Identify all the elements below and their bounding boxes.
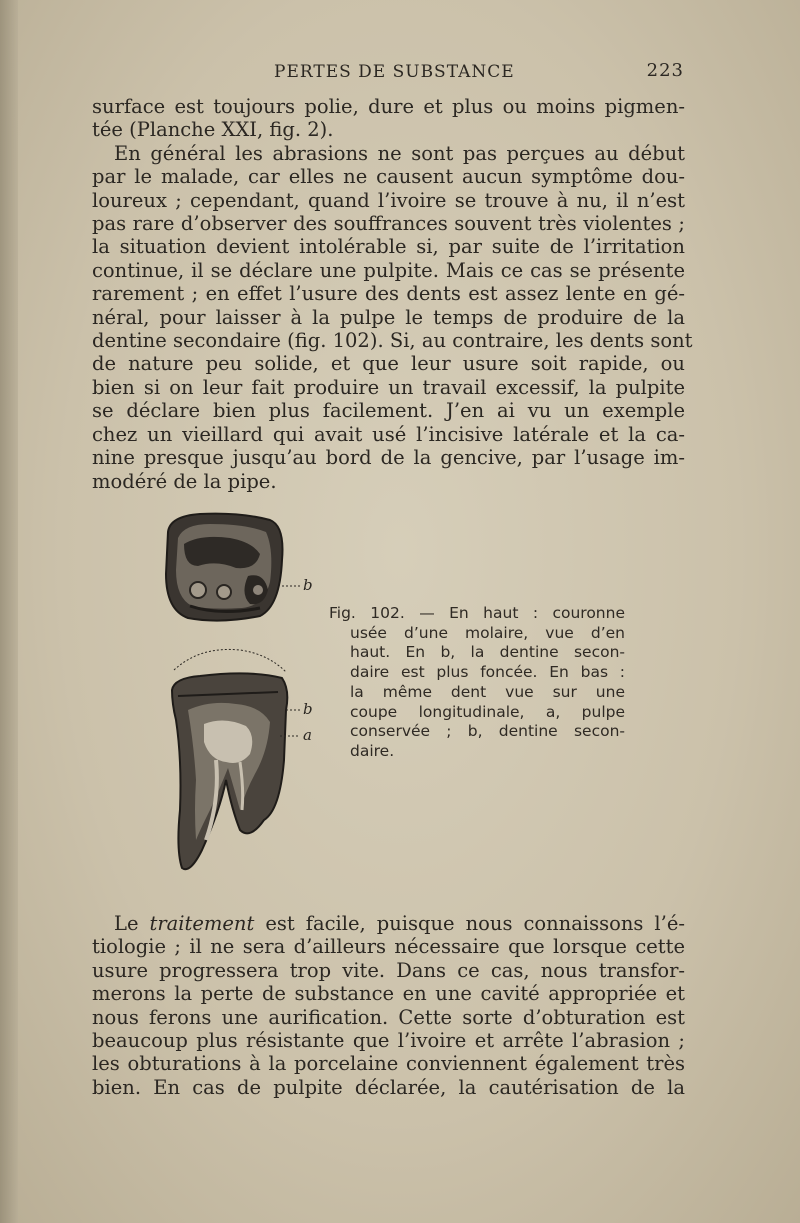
text-line: les obturations à la porcelaine conviennent également très xyxy=(92,1052,685,1076)
tooth-illustration xyxy=(160,510,340,880)
text-line: beaucoup plus résistante que l’ivoire et arrête l’abrasion ; xyxy=(92,1029,685,1053)
caption-line: Fig. 102. — En haut : couronne xyxy=(329,604,625,622)
text-line-treatment xyxy=(92,912,685,935)
text-line: tée (Planche XXI, fig. 2). xyxy=(92,118,334,142)
italic-term: traitement xyxy=(149,912,255,935)
text-line: usure progressera trop vite. Dans ce cas, nous transfor- xyxy=(92,958,685,982)
body-text-bottom xyxy=(92,912,685,1099)
running-title: PERTES DE SUBSTANCE xyxy=(274,62,515,82)
text-line: dentine secondaire (fig. 102). Si, au contraire, les dents sont xyxy=(92,329,693,353)
text-fragment: est facile, puisque nous connaissons l’é- xyxy=(254,912,685,935)
running-head xyxy=(92,60,684,84)
caption-line: usée d’une molaire, vue d’en xyxy=(350,623,625,642)
text-line: par le malade, car elles ne causent aucun symptôme dou- xyxy=(92,165,685,189)
text-line: rarement ; en effet l’usure des dents est assez lente en gé- xyxy=(92,282,685,306)
text-line: continue, il se déclare une pulpite. Mais ce cas se présente xyxy=(92,258,685,282)
text-line: surface est toujours polie, dure et plus ou moins pigmen- xyxy=(92,95,685,118)
text-line: néral, pour laisser à la pulpe le temps de produire de la xyxy=(92,305,685,329)
label-a: a xyxy=(303,726,312,744)
page-edge-shadow xyxy=(0,0,18,1223)
caption-line: haut. En b, la dentine secon- xyxy=(350,643,625,662)
text-fragment: Le xyxy=(114,912,150,935)
text-line: nous ferons une aurification. Cette sorte d’obturation est xyxy=(92,1005,685,1029)
caption-line: daire. xyxy=(350,741,395,760)
text-line: de nature peu solide, et que leur usure soit rapide, ou xyxy=(92,352,685,376)
caption-line: la même dent vue sur une xyxy=(350,682,625,701)
crown-top-view xyxy=(166,514,283,621)
text-line: la situation devient intolérable si, par suite de l’irritation xyxy=(92,235,685,259)
text-line: chez un vieillard qui avait usé l’incisive latérale et la ca- xyxy=(92,422,685,446)
caption-line: daire est plus foncée. En bas : xyxy=(350,663,625,682)
text-line: En général les abrasions ne sont pas perçues au début xyxy=(114,141,685,165)
text-line: bien. En cas de pulpite déclarée, la cautérisation de la xyxy=(92,1075,685,1099)
label-b-bottom: b xyxy=(303,700,313,718)
figure-caption xyxy=(329,604,625,762)
caption-line: coupe longitudinale, a, pulpe xyxy=(350,702,625,721)
body-text-top xyxy=(92,95,693,493)
text-line: se déclare bien plus facilement. J’en ai vu un exemple xyxy=(92,399,685,423)
text-line: loureux ; cependant, quand l’ivoire se trouve à nu, il n’est xyxy=(92,188,685,212)
text-line: pas rare d’observer des souffrances souvent très violentes ; xyxy=(92,212,685,236)
tooth-section xyxy=(172,649,287,869)
text-line: merons la perte de substance en une cavité appropriée et xyxy=(92,982,685,1006)
figure-102 xyxy=(160,510,340,880)
text-line: nine presque jusqu’au bord de la gencive, par l’usage im- xyxy=(92,446,685,470)
caption-line: conservée ; b, dentine secon- xyxy=(350,722,625,741)
page-number: 223 xyxy=(646,60,684,81)
text-line: tiologie ; il ne sera d’ailleurs nécessaire que lorsque cette xyxy=(92,935,685,959)
text-line: modéré de la pipe. xyxy=(92,469,277,493)
text-line: bien si on leur fait produire un travail excessif, la pulpite xyxy=(92,375,685,399)
label-b-top: b xyxy=(303,576,313,594)
